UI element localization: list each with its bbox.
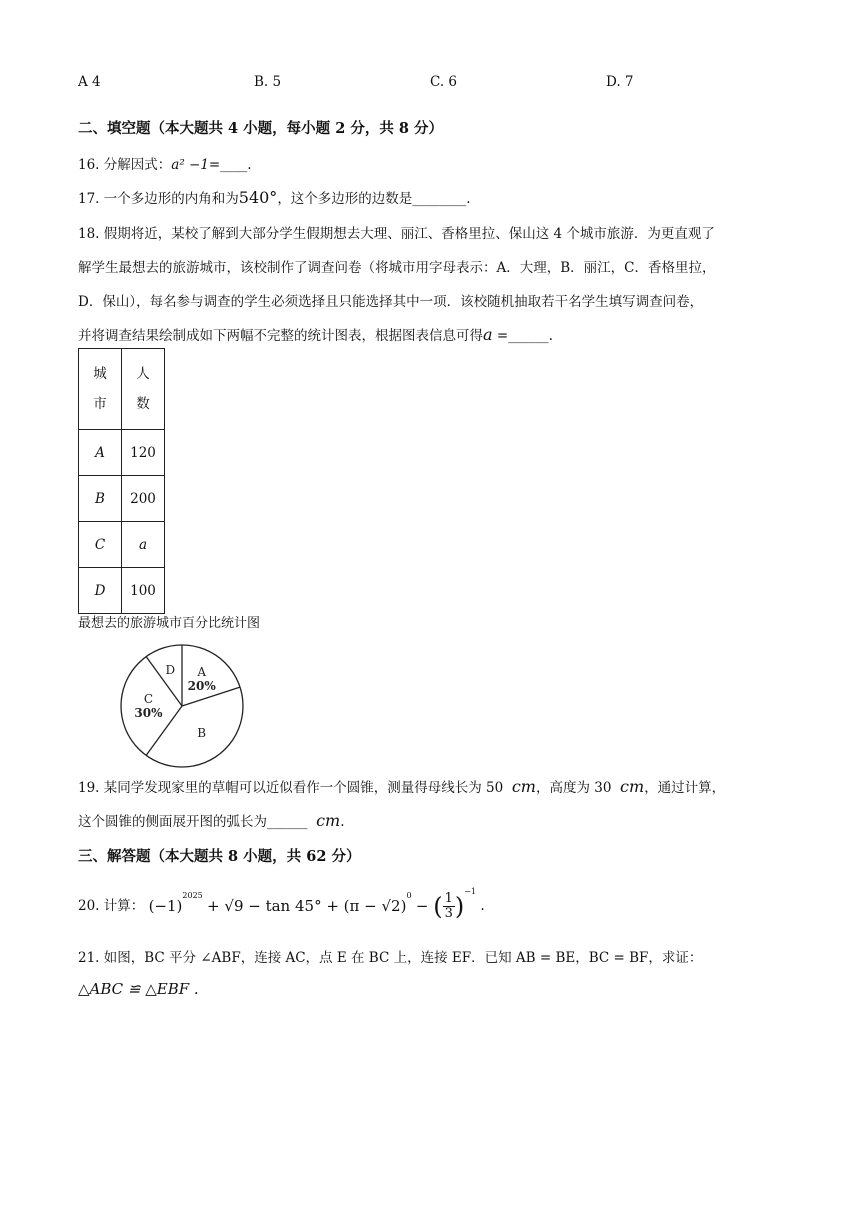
pie-caption: 最想去的旅游城市百分比统计图 (78, 616, 261, 631)
table-cell-city: B (79, 476, 122, 522)
choice-b: B. 5 (254, 74, 282, 90)
q18-var-a: a (483, 325, 493, 344)
pie-label-d: D (165, 663, 176, 678)
table-cell-city: A (79, 430, 122, 476)
q19-text-d: 这个圆锥的侧面展开图的弧长为______ (78, 814, 308, 830)
table-header-city: 城 市 (79, 349, 122, 430)
q17-angle: 540° (238, 188, 278, 207)
q17-suffix: ，这个多边形的边数是________. (277, 191, 471, 207)
q20-frac-num: 1 (444, 890, 453, 906)
q21-line-2: △ABC ≌ △EBF . (78, 980, 199, 998)
q20-expr-b: + √9 − tan 45° + (π − √2) (207, 897, 407, 915)
question-16 (78, 153, 252, 173)
q20-expr-a: (−1) (148, 897, 183, 915)
table-row (79, 476, 165, 522)
table-header-count: 人 数 (122, 349, 165, 430)
table-row (79, 430, 165, 476)
q16-blank: ____. (220, 157, 252, 173)
q19-unit-2: cm (620, 777, 645, 796)
q19-unit-3: cm (316, 811, 341, 830)
table-cell-count: a (122, 522, 165, 568)
pie-chart (110, 638, 260, 778)
table-cell-city: C (79, 522, 122, 568)
q20-prefix: 20. 计算： (78, 897, 145, 914)
q16-expr: a² −1= (171, 157, 221, 173)
q18-line-3: D．保山），每名参与调查的学生必须选择且只能选择其中一项．该校随机抽取若干名学生填写调查问卷， (78, 294, 704, 310)
table-cell-city: D (79, 568, 122, 614)
q20-exp-0: 0 (406, 891, 412, 900)
pie-label-b: B (197, 726, 207, 741)
choice-d: D. 7 (606, 74, 634, 90)
q18-line-4-prefix: 并将调查结果绘制成如下两幅不完整的统计图表，根据图表信息可得 (78, 328, 483, 344)
table-cell-count: 100 (122, 568, 165, 614)
q19-text-b: ，高度为 30 (535, 780, 612, 796)
table-row (79, 568, 165, 614)
pie-value-label-c: 30% (134, 706, 163, 720)
q20-end: . (480, 897, 485, 914)
q20-exp-2025: 2025 (182, 891, 203, 900)
q19-text-a: 19. 某同学发现家里的草帽可以近似看作一个圆锥，测量得母线长为 50 (78, 780, 504, 796)
q19-end: . (340, 814, 345, 830)
pie-label-a: A (197, 664, 207, 679)
q19-line-2 (78, 810, 345, 830)
question-17 (78, 187, 471, 207)
q18-line-4-suffix: =______. (492, 328, 553, 344)
table-cell-count: 200 (122, 476, 165, 522)
q20-right-paren: ) (454, 892, 465, 921)
pie-value-label-a: 20% (187, 678, 216, 693)
q19-line-1 (78, 776, 725, 796)
q17-prefix: 17. 一个多边形的内角和为 (78, 191, 239, 207)
q16-prefix: 16. 分解因式： (78, 157, 172, 173)
pie-label-c: C (143, 692, 154, 706)
q20-fraction (443, 892, 455, 922)
city-count-table (78, 348, 165, 614)
q18-line-1: 18. 假期将近，某校了解到大部分学生假期想去大理、丽江、香格里拉、保山这 4 个城市旅游．为更直观了 (78, 226, 715, 242)
question-20 (78, 888, 485, 921)
q20-expr-c: − (415, 897, 434, 915)
choice-a: A 4 (78, 74, 101, 90)
q19-unit-1: cm (511, 777, 536, 796)
choice-c: C. 6 (430, 74, 458, 90)
section-2-title: 二、填空题（本大题共 4 小题，每小题 2 分，共 8 分） (78, 120, 444, 137)
q18-line-4 (78, 324, 553, 344)
q20-frac-den: 3 (444, 906, 453, 921)
section-3-title: 三、解答题（本大题共 8 小题，共 62 分） (78, 848, 361, 865)
table-header-row (79, 349, 165, 430)
q21-line-1: 21. 如图，BC 平分 ∠ABF，连接 AC，点 E 在 BC 上，连接 EF．已知 AB = BE，BC = BF，求证： (78, 950, 703, 966)
table-row (79, 522, 165, 568)
table-cell-count: 120 (122, 430, 165, 476)
q18-line-2: 解学生最想去的旅游城市，该校制作了调查问卷（将城市用字母表示：A．大理，B．丽江，C．香格里拉， (78, 260, 716, 276)
q19-text-c: ，通过计算， (644, 780, 726, 796)
q20-left-paren: ( (433, 892, 443, 921)
q20-exp-neg1: −1 (464, 887, 477, 896)
